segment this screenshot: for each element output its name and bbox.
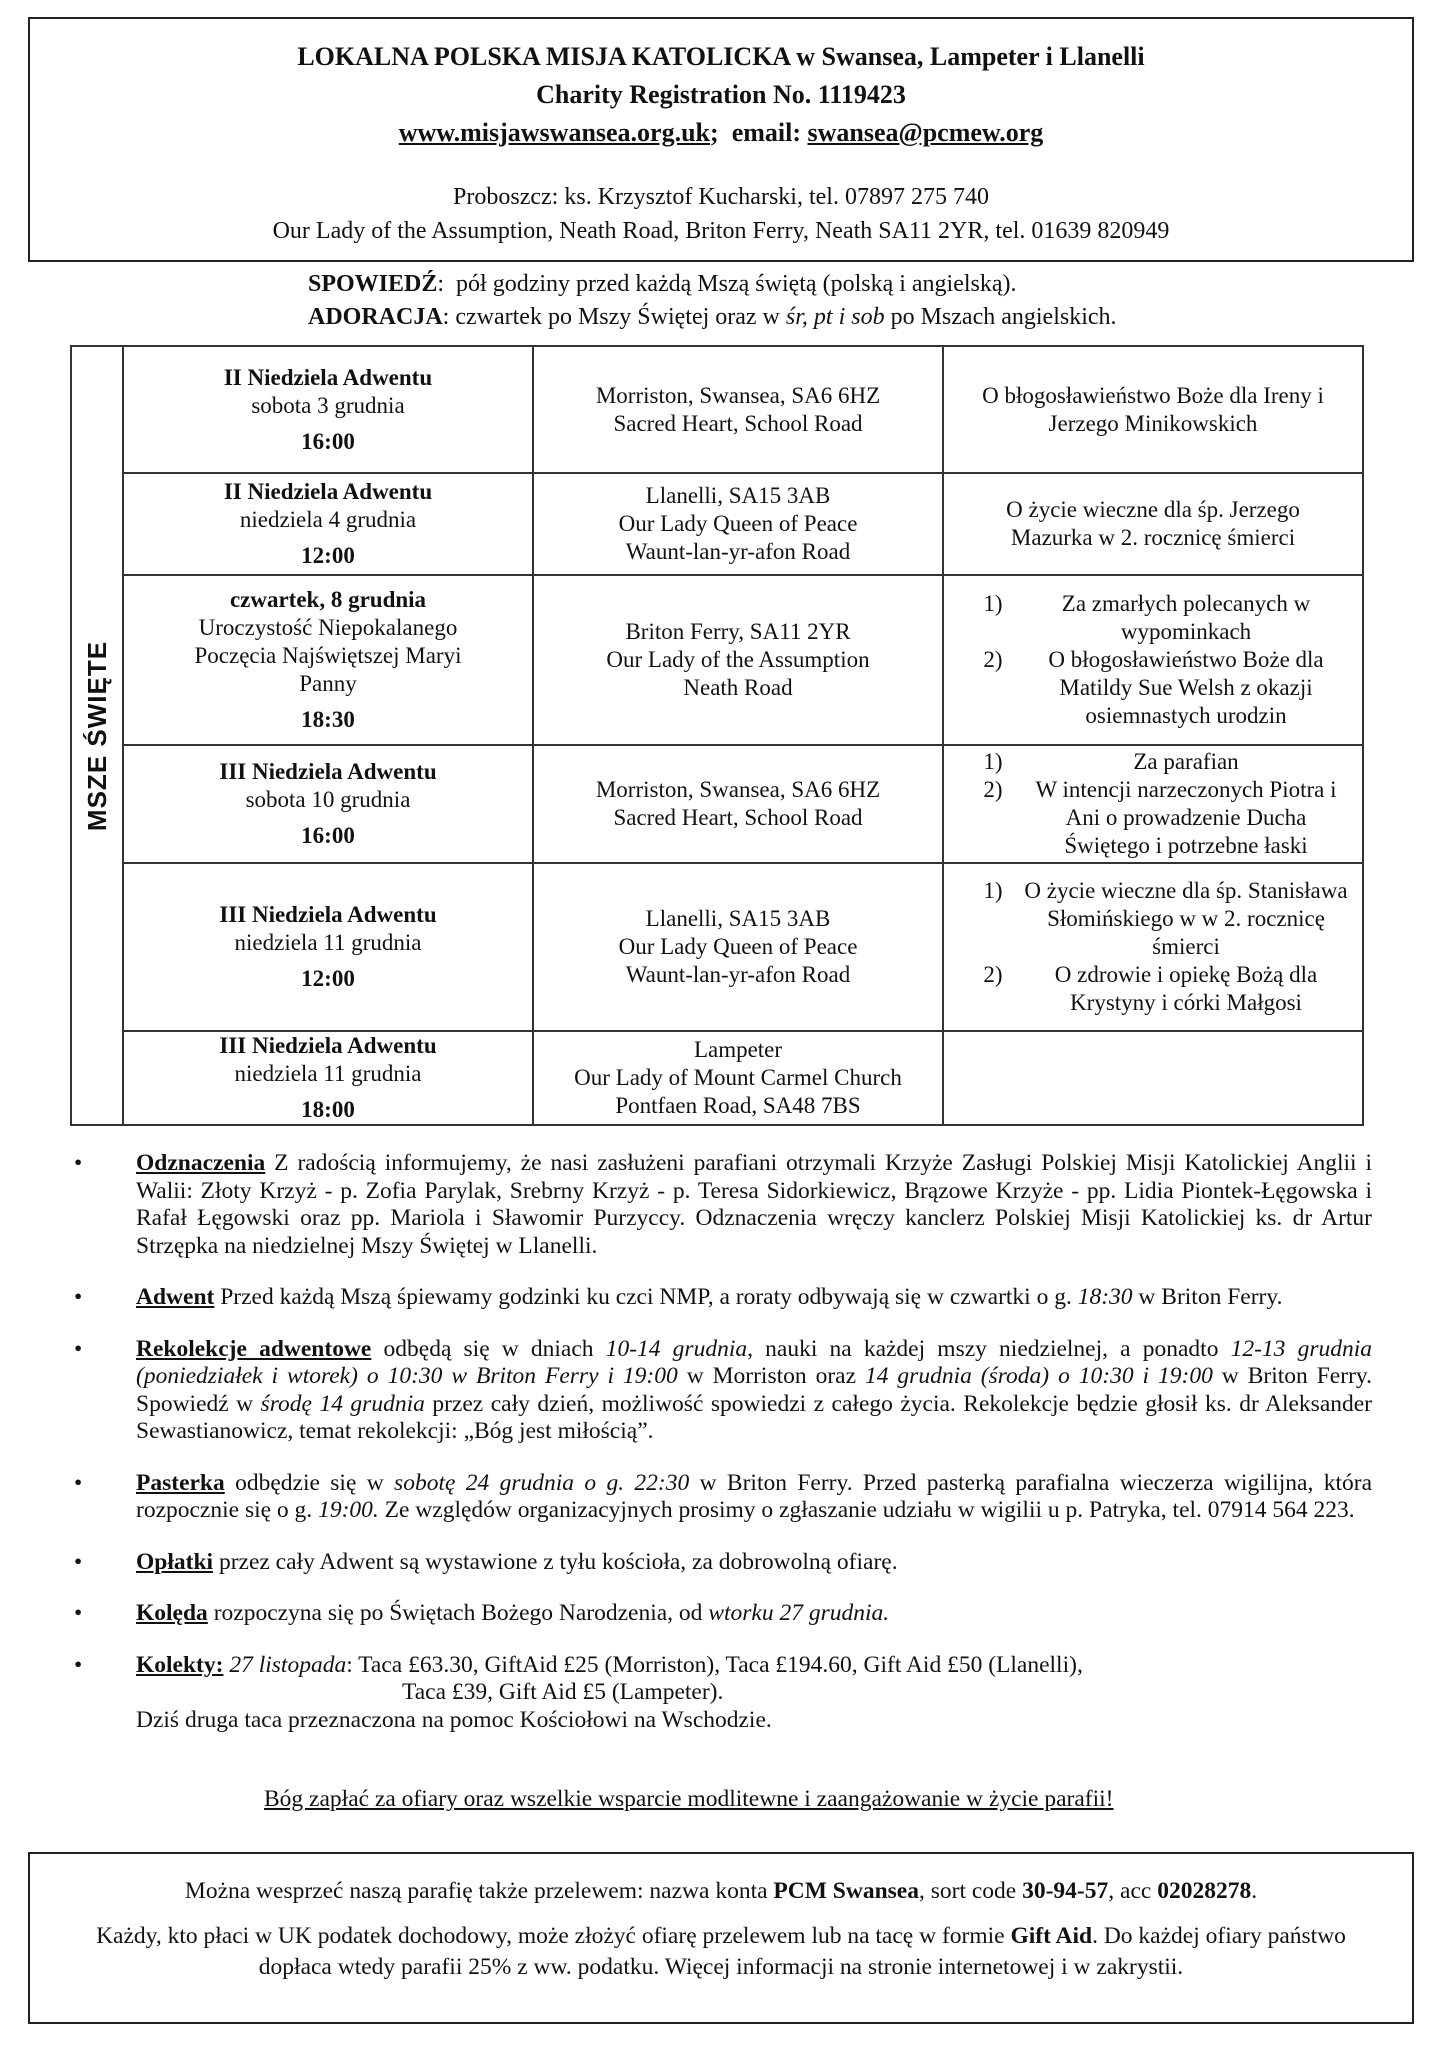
intention-text: O błogosławieństwo Boże dla Matildy Sue Welsh z okazji osiemnastych urodzin [1048, 647, 1324, 728]
mass-intentions-cell [943, 346, 1363, 473]
masses-side-label: MSZE ŚWIĘTE [82, 640, 112, 831]
announcement-body: odbędzie się w sobotę 24 grudnia o g. 22:30 w Briton Ferry. Przed pasterką parafialna wieczerza wigilijna, która rozpocznie się o g. 19:00. Ze względów organizacyjnych prosimy o zgłaszanie udziału w wigilii u p. Patryka, tel. 07914 564 223. [136, 1469, 1372, 1523]
intention-item [950, 776, 1356, 860]
contact-line [30, 114, 1412, 152]
announcement-label: Rekolekcje adwentowe [136, 1335, 372, 1362]
announcement-body: rozpoczyna się po Świętach Bożego Narodzenia, od wtorku 27 grudnia. [207, 1600, 890, 1626]
mass-intentions-cell [943, 575, 1363, 745]
location-line: Llanelli, SA15 3AB [645, 483, 831, 508]
announcements-list [72, 1150, 1372, 1758]
mass-location-cell [533, 745, 943, 863]
intention-text: O błogosławieństwo Boże dla Ireny i Jerzego Minikowskich [982, 382, 1324, 436]
confession-text: : pół godziny przed każdą Mszą świętą (polską i angielską). [437, 271, 1017, 297]
location-line: Sacred Heart, School Road [613, 805, 863, 830]
gift-aid-info: Każdy, kto płaci w UK podatek dochodowy, może złożyć ofiarę przelewem lub na tacę w formie Gift Aid. Do każdej ofiary państwo dopłaca wtedy parafii 25% z ww. podatku. Więcej informacji na stronie internetowej i w zakrystii. [96, 1923, 1346, 1980]
mass-time: 12:00 [301, 966, 355, 991]
mass-location-cell [533, 1031, 943, 1125]
intention-text: Za parafian [1133, 749, 1239, 774]
announcement-text [136, 1470, 1372, 1525]
announcement-label: Kolęda [136, 1600, 208, 1626]
announcement-label: Opłatki [136, 1548, 214, 1575]
mass-title: II Niedziela Adwentu [223, 479, 433, 504]
intention-number: 2) [983, 962, 1003, 987]
mass-date-cell [123, 863, 533, 1031]
location-line: Morriston, Swansea, SA6 6HZ [595, 382, 881, 408]
announcement-text [136, 1336, 1372, 1446]
announcement-item [72, 1652, 1372, 1735]
mass-date: Uroczystość Niepokalanego Poczęcia Najświętszej Maryi Panny [194, 615, 462, 696]
header-box [28, 17, 1414, 262]
bullet-icon: • [74, 1150, 83, 1176]
intention-item [950, 646, 1356, 730]
intention-text: W intencji narzeczonych Piotra i Ani o prowadzenie Ducha Świętego i potrzebne łaski [1035, 777, 1337, 858]
intention-number: 1) [983, 591, 1003, 616]
intention-number: 2) [983, 647, 1003, 672]
intention-text: O życie wieczne dla śp. Stanisława Słomińskiego w w 2. rocznicę śmierci [1024, 878, 1348, 959]
announcement-text [136, 1150, 1372, 1260]
announcement-label: Kolekty: [136, 1651, 224, 1678]
mass-intentions-cell [943, 473, 1363, 575]
intention-item [950, 877, 1356, 961]
mass-title: III Niedziela Adwentu [219, 1033, 437, 1058]
bank-transfer-info: Można wesprzeć naszą parafię także przelewem: nazwa konta PCM Swansea, sort code 30-94-57, acc 02028278. [184, 1878, 1258, 1904]
mass-title: II Niedziela Adwentu [223, 364, 433, 390]
adoration-tail: po Mszach angielskich. [884, 304, 1117, 330]
announcement-body: Z radością informujemy, że nasi zasłużeni parafiani otrzymali Krzyże Zasługi Polskiej Misji Katolickiej Anglii i Walii: Złoty Krzyż - p. Zofia Parylak, Srebrny Krzyż - p. Teresa Sidorkiewicz, Brązowe Krzyże - pp. Lidia Piontek-Łęgowska i Rafał Łęgowski oraz pp. Mariola i Sławomir Purzyccy. Odznaczenia wręczy kanclerz Polskiej Misji Katolickiej ks. dr Artur Strzępka na niedzielnej Mszy Świętej w Llanelli. [136, 1150, 1372, 1259]
adoration-label: ADORACJA [308, 304, 443, 330]
mass-time: 16:00 [301, 428, 355, 454]
announcement-text [136, 1284, 1372, 1312]
bullet-icon: • [74, 1469, 83, 1496]
mass-time: 12:00 [301, 543, 355, 568]
schedule-row [71, 863, 1363, 1031]
announcement-body: Przed każdą Mszą śpiewamy godzinki ku czci NMP, a roraty odbywają się w czwartki o g. 18:30 w Briton Ferry. [214, 1284, 1283, 1310]
announcement-label: Odznaczenia [136, 1150, 266, 1176]
bullet-icon: • [74, 1335, 83, 1362]
mass-schedule-table [70, 345, 1364, 1126]
intention-number: 1) [983, 749, 1003, 774]
intention-text: O życie wieczne dla śp. Jerzego Mazurka w 2. rocznicę śmierci [1006, 497, 1300, 550]
location-line: Waunt-lan-yr-afon Road [625, 539, 851, 564]
location-line: Briton Ferry, SA11 2YR [625, 619, 851, 644]
announcement-item [72, 1284, 1372, 1312]
schedule-row [71, 745, 1363, 863]
location-line: Our Lady Queen of Peace [618, 934, 858, 959]
announcement-body: odbędą się w dniach 10-14 grudnia, nauki na każdej mszy niedzielnej, a ponadto 12-13 grudnia (poniedziałek i wtorek) o 10:30 w Briton Ferry i 19:00 w Morriston oraz 14 grudnia (środa) o 10:30 i 19:00 w Briton Ferry. Spowiedź w środę 14 grudnia przez cały dzień, możliwość spowiedzi z całego życia. Rekolekcje będzie głosił ks. dr Aleksander Sewastianowicz, temat rekolekcji: „Bóg jest miłością”. [136, 1335, 1373, 1444]
location-line: Llanelli, SA15 3AB [645, 906, 831, 931]
mass-title: czwartek, 8 grudnia [229, 587, 427, 612]
mass-time: 18:30 [301, 707, 355, 732]
location-line: Our Lady of the Assumption [606, 647, 870, 672]
donation-info-box [28, 1852, 1414, 2024]
location-line: Sacred Heart, School Road [613, 410, 863, 436]
mass-date: niedziela 4 grudnia [239, 507, 417, 532]
announcement-body: 27 listopada: Taca £63.30, GiftAid £25 (Morriston), Taca £194.60, Gift Aid £50 (Llanelli), Taca £39, Gift Aid £5 (Lampeter). Dziś druga taca przeznaczona na pomoc Kościołowi na Wschodzie. [136, 1651, 1083, 1733]
email-separator: ; email: [710, 118, 808, 147]
location-line: Waunt-lan-yr-afon Road [625, 962, 851, 987]
mass-location-cell [533, 346, 943, 473]
intention-number: 1) [983, 878, 1003, 903]
mass-intentions-cell [943, 745, 1363, 863]
mass-date: sobota 10 grudnia [245, 787, 411, 812]
side-label-cell [71, 346, 123, 1125]
schedule-row [71, 346, 1363, 473]
adoration-days: śr, pt i sob [785, 304, 885, 330]
parish-priest: Proboszcz: ks. Krzysztof Kucharski, tel. 07897 275 740 [453, 184, 989, 210]
mission-title: LOKALNA POLSKA MISJA KATOLICKA w Swansea, Lampeter i Llanelli [297, 42, 1145, 71]
announcement-text [136, 1549, 1372, 1577]
announcement-item [72, 1336, 1372, 1446]
adoration-text: : czwartek po Mszy Świętej oraz w [442, 304, 786, 330]
mass-date-cell [123, 1031, 533, 1125]
charity-registration: Charity Registration No. 1119423 [536, 80, 906, 109]
intention-item [950, 748, 1356, 776]
announcement-item [72, 1470, 1372, 1525]
location-line: Lampeter [693, 1037, 783, 1062]
announcement-text [136, 1652, 1372, 1735]
confession-label: SPOWIEDŹ [308, 271, 438, 297]
parish-address: Our Lady of the Assumption, Neath Road, Briton Ferry, Neath SA11 2YR, tel. 01639 820949 [272, 218, 1170, 244]
intention-text: O zdrowie i opiekę Bożą dla Krystyny i córki Małgosi [1054, 962, 1318, 1015]
announcement-item [72, 1600, 1372, 1628]
intention-number: 2) [983, 777, 1003, 802]
bullet-icon: • [74, 1284, 83, 1310]
email-link[interactable]: swansea@pcmew.org [807, 118, 1044, 147]
mass-title: III Niedziela Adwentu [219, 759, 437, 784]
announcement-item [72, 1150, 1372, 1260]
adoration-line [308, 301, 1117, 334]
intention-item [950, 961, 1356, 1017]
mass-date: niedziela 11 grudnia [234, 930, 422, 955]
bullet-icon: • [74, 1600, 83, 1626]
mass-title: III Niedziela Adwentu [219, 902, 437, 927]
mass-date-cell [123, 575, 533, 745]
mass-date: niedziela 11 grudnia [234, 1061, 422, 1086]
mass-intentions-cell [943, 1031, 1363, 1125]
location-line: Our Lady Queen of Peace [618, 511, 858, 536]
mass-time: 18:00 [301, 1097, 355, 1122]
thanks-line: Bóg zapłać za ofiary oraz wszelkie wsparcie modlitewne i zaangażowanie w życie parafii! [264, 1786, 1114, 1812]
mass-location-cell [533, 575, 943, 745]
website-link[interactable]: www.misjawswansea.org.uk [398, 118, 711, 147]
schedule-row [71, 575, 1363, 745]
confession-adoration-info [308, 268, 1117, 334]
bullet-icon: • [74, 1651, 83, 1678]
mass-date-cell [123, 473, 533, 575]
location-line: Pontfaen Road, SA48 7BS [615, 1093, 861, 1118]
mass-date-cell [123, 346, 533, 473]
schedule-row [71, 473, 1363, 575]
mass-time: 16:00 [301, 823, 355, 848]
announcement-text [136, 1600, 1372, 1628]
mass-date-cell [123, 745, 533, 863]
intention-item [950, 590, 1356, 646]
confession-line [308, 268, 1117, 301]
schedule-row [71, 1031, 1363, 1125]
mass-location-cell [533, 863, 943, 1031]
mass-intentions-cell [943, 863, 1363, 1031]
intention-text: Za zmarłych polecanych w wypominkach [1061, 591, 1311, 644]
announcement-body: przez cały Adwent są wystawione z tyłu kościoła, za dobrowolną ofiarę. [213, 1548, 898, 1575]
announcement-item [72, 1549, 1372, 1577]
location-line: Morriston, Swansea, SA6 6HZ [595, 777, 881, 802]
location-line: Our Lady of Mount Carmel Church [574, 1065, 902, 1090]
mass-location-cell [533, 473, 943, 575]
bullet-icon: • [74, 1548, 83, 1575]
mass-date: sobota 3 grudnia [251, 392, 405, 418]
location-line: Neath Road [683, 675, 793, 700]
announcement-label: Adwent [136, 1284, 215, 1310]
announcement-label: Pasterka [136, 1469, 225, 1496]
